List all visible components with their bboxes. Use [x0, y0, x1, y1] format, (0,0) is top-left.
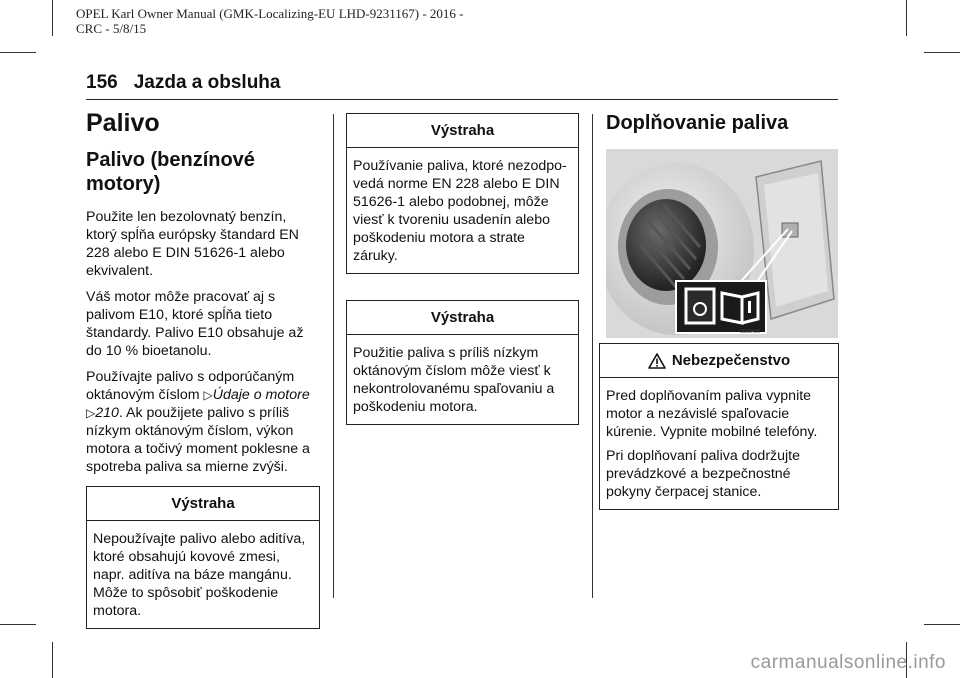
paragraph-e10: Váš motor môže pracovať aj s palivom E10, ktoré spĺňa tieto štandardy. Palivo E10 obsahuje až do 10 % bioetanolu.: [86, 289, 304, 359]
meta-line-2: CRC - 5/8/15: [76, 21, 147, 36]
watermark: carmanualsonline.info: [750, 652, 946, 673]
triangle-right-icon: ▷: [86, 406, 96, 420]
triangle-right-icon: ▷: [203, 388, 213, 402]
warning-triangle-icon: [648, 353, 666, 369]
heading-palivo-benzinove: Palivo (benzínové motory): [86, 149, 255, 195]
danger-text-1: Pred doplňovaním paliva vypnite motor a nezávislé spaľovacie kúrenie. Vypnite mobilné telefóny.: [606, 388, 818, 440]
heading-palivo: Palivo: [86, 109, 160, 137]
crop-mark: [52, 642, 53, 678]
heading-doplnovanie: Doplňovanie paliva: [606, 112, 789, 134]
crop-mark: [0, 624, 36, 625]
warning-text: Používanie paliva, ktoré nezodpo-vedá norme EN 228 alebo E DIN 51626-1 alebo podobnej, môže viesť k tvoreniu usadenín alebo poškodeniu motora a strate záruky.: [353, 158, 567, 264]
crop-mark: [52, 0, 53, 36]
crop-mark: [906, 0, 907, 36]
fuel-filler-illustration: [606, 149, 838, 338]
column-separator: [592, 114, 593, 598]
danger-heading: Nebezpečenstvo: [671, 352, 791, 369]
warning-box-norm: [346, 113, 579, 274]
section-title: Jazda a obsluha: [133, 72, 281, 93]
column-separator: [333, 114, 334, 598]
document-meta: [76, 6, 464, 36]
meta-line-1: OPEL Karl Owner Manual (GMK-Localizing-EU LHD-9231167) - 2016 -: [76, 6, 464, 21]
warning-box-additives: [86, 486, 320, 629]
paragraph-fuel-standard: Použite len bezolovnatý benzín, ktorý spĺňa európsky štandard EN 228 alebo E DIN 51626-1 alebo ekvivalent.: [86, 209, 299, 279]
right-column: [606, 108, 838, 148]
warning-heading: Výstraha: [347, 114, 578, 148]
octane-text-b: . Ak použijete palivo s príliš nízkym oktánovým číslom, výkon motora a točivý moment poklesne a spotreba paliva sa mierne zvýši.: [86, 405, 310, 475]
paragraph-octane: [86, 368, 320, 476]
danger-box: [599, 343, 839, 510]
cross-reference-link[interactable]: Údaje o motore: [212, 387, 310, 403]
left-column: [86, 108, 320, 629]
warning-box-low-octane: [346, 300, 579, 425]
middle-column: [346, 113, 579, 425]
photo-code: 3588436: [740, 329, 760, 335]
fuel-flap-photo: [606, 149, 838, 338]
cross-reference-page[interactable]: 210: [95, 405, 119, 421]
danger-heading-row: [600, 344, 838, 378]
warning-text: Použitie paliva s príliš nízkym oktánovým číslom môže viesť k nekontrolovanému spaľovaniu a poškodeniu motora.: [353, 345, 555, 415]
warning-heading: Výstraha: [347, 301, 578, 335]
danger-text-2: Pri doplňovaní paliva dodržujte prevádzkové a bezpečnostné pokyny čerpacej stanice.: [606, 448, 801, 500]
crop-mark: [924, 624, 960, 625]
crop-mark: [0, 52, 36, 53]
running-head: [86, 72, 280, 94]
page-number: 156: [86, 72, 118, 93]
header-rule: [86, 99, 838, 100]
warning-text: Nepoužívajte palivo alebo aditíva, ktoré obsahujú kovové zmesi, napr. aditíva na báze mangánu. Môže to spôsobiť poškodenie motora.: [93, 531, 306, 619]
octane-text-a: Používajte palivo s odporúčaným oktánovým číslom: [86, 369, 295, 403]
warning-heading: Výstraha: [87, 487, 319, 521]
crop-mark: [924, 52, 960, 53]
